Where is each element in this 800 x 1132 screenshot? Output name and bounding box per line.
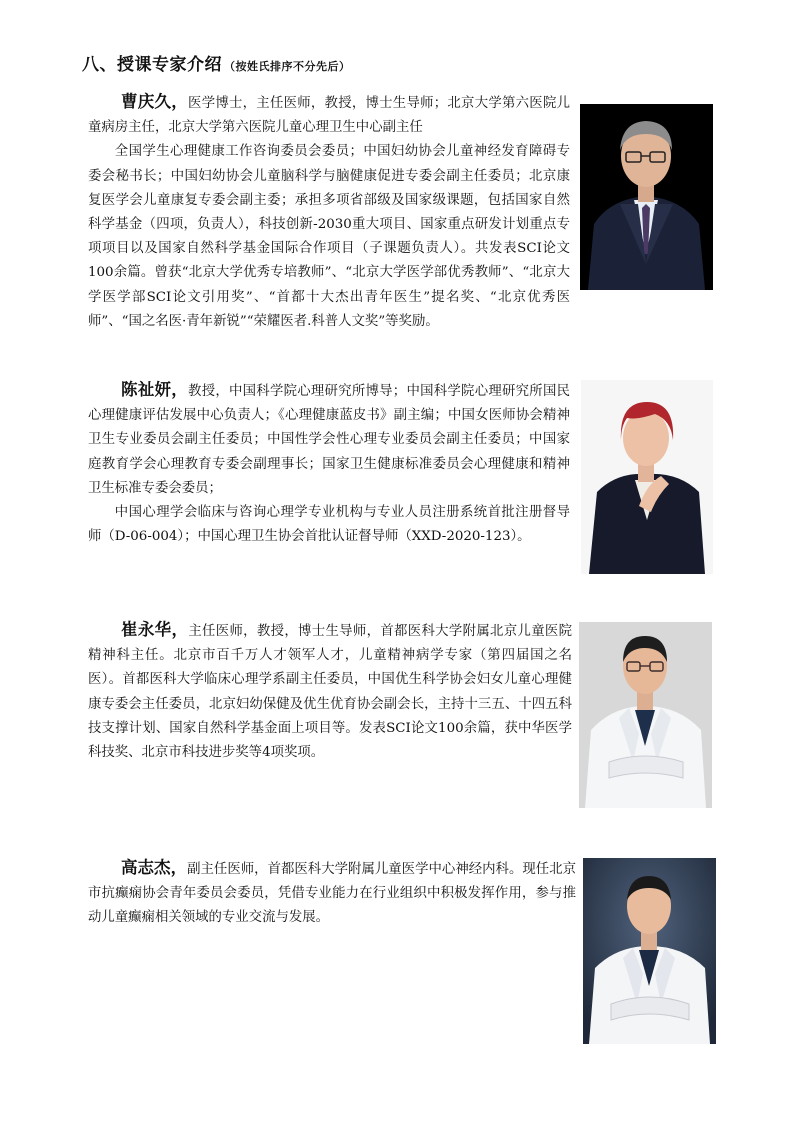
expert-photo-chen — [581, 380, 713, 574]
expert-photo-cui — [579, 622, 712, 808]
section-heading: 八、授课专家介绍 — [82, 55, 222, 75]
expert-bio-gao — [88, 856, 576, 931]
expert-bio-rest: 全国学生心理健康工作咨询委员会委员；中国妇幼协会儿童神经发育障碍专委会秘书长；中国妇幼协会儿童脑科学与脑健康促进专委会副主任委员；北京康复医学会儿童康复专委会副主委；承担多项省部级及国家级课题，包括国家自然科学基金（四项，负责人），科技创新-2030重大项目、国家重点研发计划重点专项项目以及国家自然科学基金国际合作项目（子课题负责人）。共发表SCI论文100余篇。曾获“北京大学优秀专培教师”、“北京大学医学部优秀教师”、“北京大学医学部SCI论文引用奖”、“首都十大杰出青年医生”提名奖、“北京优秀医师”、“国之名医·青年新锐”“荣耀医者.科普人文奖”等奖励。 — [88, 144, 570, 329]
expert-bio-lead — [88, 618, 572, 765]
expert-name: 陈祉妍， — [121, 380, 189, 399]
expert-bio-lead — [88, 856, 576, 931]
expert-bio-lead — [88, 378, 570, 501]
portrait-image — [580, 104, 713, 290]
expert-name: 崔永华， — [121, 620, 189, 639]
expert-bio-rest: 中国心理学会临床与咨询心理学专业机构与专业人员注册系统首批注册督导师（D-06-004）；中国心理卫生协会首批认证督导师（XXD-2020-123）。 — [88, 505, 570, 545]
expert-photo-cao — [580, 104, 713, 290]
portrait-image — [581, 380, 713, 574]
expert-name: 高志杰， — [121, 858, 188, 877]
expert-name: 曹庆久， — [121, 92, 189, 111]
portrait-image — [579, 622, 712, 808]
expert-bio-chen — [88, 378, 570, 549]
expert-bio-lead-text: 主任医师，教授，博士生导师，首都医科大学附属北京儿童医院精神科主任。北京市百千万人才领军人才，儿童精神病学专家（第四届国之名医）。首都医科大学临床心理学系副主任委员，中国优生科学协会妇女儿童心理健康专委会主任委员，北京妇幼保健及优生优育协会副会长，主持十三五、十四五科技支撑计划、国家自然科学基金面上项目等。发表SCI论文100余篇，获中华医学科技奖、北京市科技进步奖等4项奖项。 — [88, 624, 573, 761]
section-note: （按姓氏排序不分先后） — [224, 60, 351, 73]
expert-bio-cui — [88, 618, 572, 765]
section-title — [82, 50, 351, 75]
expert-bio-lead-text: 教授，中国科学院心理研究所博导；中国科学院心理研究所国民心理健康评估发展中心负责人；《心理健康蓝皮书》副主编；中国女医师协会精神卫生专业委员会副主任委员；中国性学会性心理专业委员会副主任委员；中国家庭教育学会心理教育专委会副理事长；国家卫生健康标准委员会心理健康和精神卫生标准专委会委员； — [88, 384, 571, 496]
expert-bio-lead-text: 副主任医师，首都医科大学附属儿童医学中心神经内科。现任北京市抗癫痫协会青年委员会委员，凭借专业能力在行业组织中积极发挥作用，参与推动儿童癫痫相关领域的专业交流与发展。 — [88, 862, 577, 926]
expert-photo-gao — [583, 858, 716, 1044]
portrait-image — [583, 858, 716, 1044]
expert-bio-lead — [88, 90, 570, 140]
expert-bio-lead-text: 医学博士，主任医师，教授，博士生导师；北京大学第六医院儿童病房主任，北京大学第六医院儿童心理卫生中心副主任 — [88, 96, 571, 136]
expert-bio-cao — [88, 90, 570, 334]
